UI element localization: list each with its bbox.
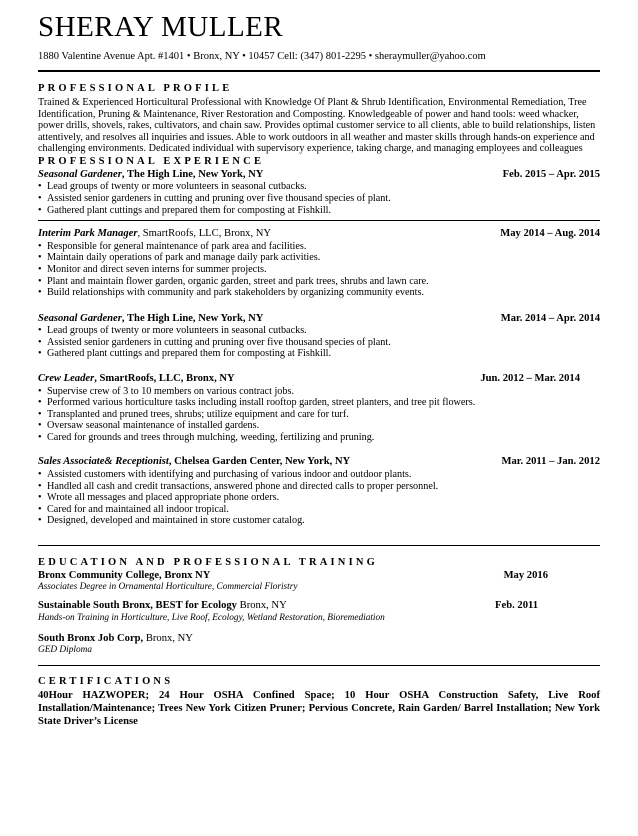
school-place: Bronx, NY xyxy=(236,600,287,612)
job-bullet: • Cared for and maintained all indoor tropical. xyxy=(38,504,600,516)
job-bullet: • Oversaw seasonal maintenance of installed gardens. xyxy=(38,420,600,432)
job-header xyxy=(38,373,600,386)
job-bullet: • Gathered plant cuttings and prepared them for composting at Fishkill. xyxy=(38,205,600,217)
education-header xyxy=(38,570,600,583)
education-detail: Hands-on Training in Horticulture, Live Roof, Ecology, Wetland Restoration, Bioremediation xyxy=(38,612,385,623)
contact-line: 1880 Valentine Avenue Apt. #1401 • Bronx, NY • 10457 Cell: (347) 801-2295 • sheraymuller@yahoo.com xyxy=(38,51,486,62)
job-divider xyxy=(38,220,600,221)
job-org: , The High Line, New York, NY xyxy=(121,168,264,180)
job-date: Jun. 2012 – Mar. 2014 xyxy=(480,373,580,384)
job-bullet: • Gathered plant cuttings and prepared them for composting at Fishkill. xyxy=(38,348,600,360)
resume-page xyxy=(0,10,638,836)
header-divider xyxy=(38,70,600,72)
profile-text: Trained & Experienced Horticultural Professional with Knowledge Of Plant & Shrub Identification, Environmental Remediation, Tree Identification, Pruning & Maintenance, River Restoration and Composting. Knowledgeable of power and hand tools: weed whacker, power drills, shovels, rakes, cultivators, and chain saw. Provides optimal customer service to all clients, able to build relationships, listen attentively, and resolves all inquiries and issues. Able to work outdoors in all weather and master skills through hands-on experience and challenging environments. Dedicated individual with supervisory experience, taking charge, and managing employees and colleagues xyxy=(38,97,596,155)
job-header xyxy=(38,456,600,469)
education-detail: Associates Degree in Ornamental Horticulture, Commercial Floristry xyxy=(38,582,298,593)
job-bullet: • Designed, developed and maintained in store customer catalog. xyxy=(38,515,600,527)
job-date: Feb. 2015 – Apr. 2015 xyxy=(502,168,600,180)
job-date: Mar. 2014 – Apr. 2014 xyxy=(500,312,600,324)
education-section-title: EDUCATION AND PROFESSIONAL TRAINING xyxy=(38,556,379,568)
job-role: Seasonal Gardener xyxy=(38,168,122,180)
job-date: Mar. 2011 – Jan. 2012 xyxy=(501,456,600,468)
job-bullet: • Lead groups of twenty or more volunteers in seasonal cutbacks. xyxy=(38,325,600,337)
education-header xyxy=(38,633,600,646)
job-bullet: • Build relationships with community and park stakeholders by organizing community events. xyxy=(38,287,600,299)
section-divider xyxy=(38,665,600,666)
job-bullets xyxy=(38,181,600,216)
job-header xyxy=(38,313,600,326)
job-bullet: • Assisted customers with identifying and purchasing of various indoor and outdoor plants. xyxy=(38,469,600,481)
job-bullet: • Assisted senior gardeners in cutting and pruning over five thousand species of plant. xyxy=(38,337,600,349)
job-bullet: • Plant and maintain flower garden, organic garden, street and park trees, shrubs and lawn care. xyxy=(38,276,600,288)
job-bullets xyxy=(38,325,600,360)
job-org: , The High Line, New York, NY xyxy=(121,312,264,324)
education-date: Feb. 2011 xyxy=(495,600,538,612)
job-bullet: • Cared for grounds and trees through mulching, weeding, fertilizing and pruning. xyxy=(38,432,600,444)
candidate-name: SHERAY MULLER xyxy=(38,11,284,43)
job-entry xyxy=(38,169,600,216)
education-entry xyxy=(38,570,600,594)
job-bullet: • Lead groups of twenty or more volunteers in seasonal cutbacks. xyxy=(38,181,600,193)
job-role: Interim Park Manager xyxy=(38,228,138,240)
certifications-section-title: CERTIFICATIONS xyxy=(38,676,174,688)
job-header xyxy=(38,228,600,241)
experience-section-title: PROFESSIONAL EXPERIENCE xyxy=(38,155,265,167)
job-entry xyxy=(38,456,600,526)
job-bullet: • Wrote all messages and placed appropriate phone orders. xyxy=(38,492,600,504)
job-entry xyxy=(38,228,600,298)
school-place: Bronx, NY xyxy=(143,632,193,644)
school-name: Sustainable South Bronx, BEST for Ecology xyxy=(38,600,237,612)
job-bullet: • Assisted senior gardeners in cutting and pruning over five thousand species of plant. xyxy=(38,193,600,205)
job-bullets xyxy=(38,241,600,299)
job-org: , SmartRoofs, LLC, Bronx, NY xyxy=(94,373,235,384)
job-header xyxy=(38,169,600,182)
education-date: May 2016 xyxy=(503,569,548,581)
job-role: Crew Leader xyxy=(38,373,95,384)
education-entry xyxy=(38,600,600,624)
job-role: Sales Associate& Receptionist xyxy=(38,456,169,468)
job-date: May 2014 – Aug. 2014 xyxy=(500,228,600,240)
school-name: Bronx Community College, Bronx NY xyxy=(38,569,211,581)
job-bullet: • Monitor and direct seven interns for summer projects. xyxy=(38,264,600,276)
job-bullet: • Handled all cash and credit transactions, answered phone and directed calls to proper personnel. xyxy=(38,481,600,493)
job-entry xyxy=(38,313,600,360)
job-bullet: • Performed various horticulture tasks including install rooftop garden, street planters, and tree pit flowers. xyxy=(38,397,600,409)
school-name: South Bronx Job Corp, xyxy=(38,632,144,644)
job-entry xyxy=(38,373,600,443)
job-bullets xyxy=(38,469,600,527)
education-entry xyxy=(38,633,600,657)
section-divider xyxy=(38,545,600,546)
job-role: Seasonal Gardener xyxy=(38,312,122,324)
education-header xyxy=(38,600,600,613)
job-org: , SmartRoofs, LLC, Bronx, NY xyxy=(137,228,272,240)
job-org: , Chelsea Garden Center, New York, NY xyxy=(168,456,351,468)
job-bullet: • Responsible for general maintenance of park area and facilities. xyxy=(38,241,600,253)
education-detail: GED Diploma xyxy=(38,645,92,656)
job-bullets xyxy=(38,386,600,444)
job-bullet: • Maintain daily operations of park and manage daily park activities. xyxy=(38,252,600,264)
job-bullet: • Transplanted and pruned trees, shrubs; utilize equipment and care for turf. xyxy=(38,409,600,421)
profile-section-title: PROFESSIONAL PROFILE xyxy=(38,83,233,94)
job-bullet: • Supervise crew of 3 to 10 members on various contract jobs. xyxy=(38,386,600,398)
certifications-text: 40Hour HAZWOPER; 24 Hour OSHA Confined Space; 10 Hour OSHA Construction Safety, Live Roof Installation/Maintenance; Trees New York Citizen Pruner; Pervious Concrete, Rain Garden/ Barrel Installation; New York State Driver’s License xyxy=(38,690,600,727)
